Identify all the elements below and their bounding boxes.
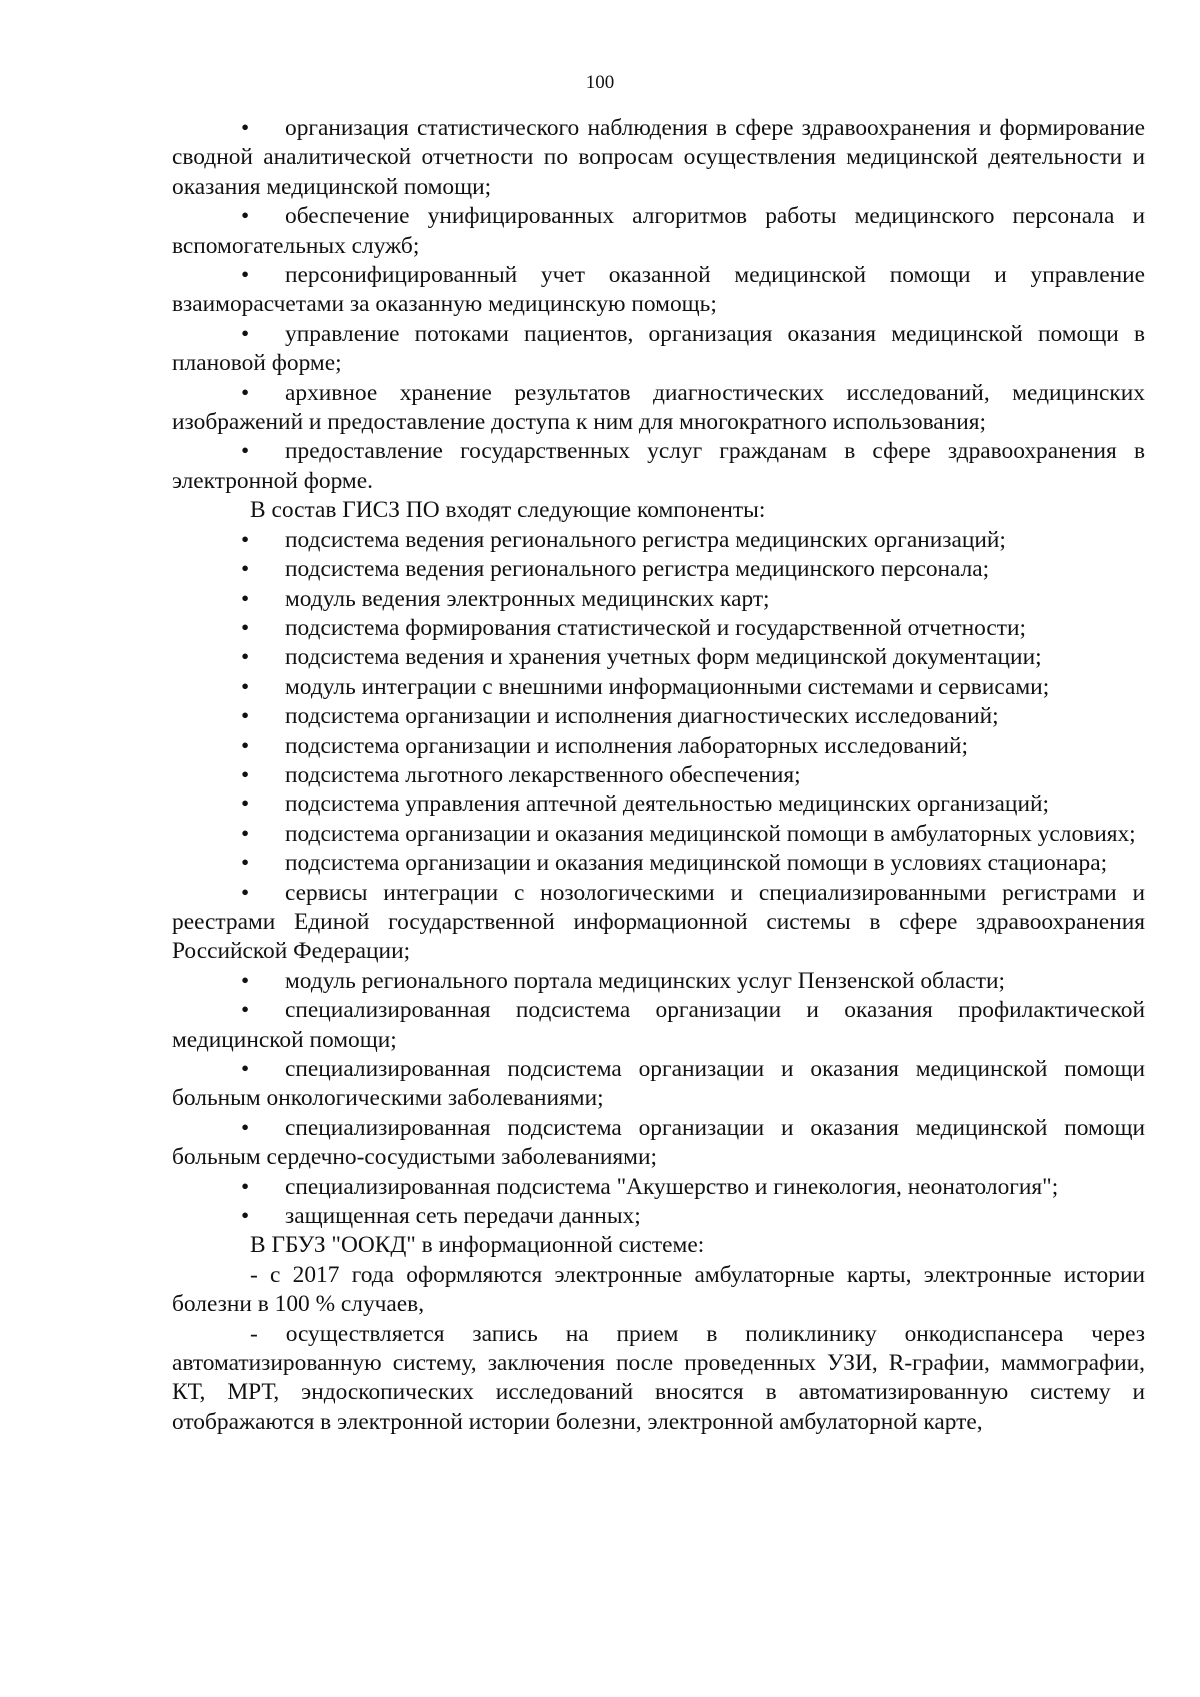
list-item-text: подсистема организации и исполнения диагностических исследований;: [285, 703, 999, 730]
gbuz-paragraph: - осуществляется запись на прием в поликлинику онкодиспансера через автоматизированную систему, заключения после проведенных УЗИ, R-графии, маммографии, КТ, МРТ, эндоскопических исследований вносятся в автоматизированную систему и отображаются в электронной истории болезни, электронной амбулаторной карте,: [172, 1320, 1145, 1435]
list-item-text: подсистема ведения регионального регистра медицинского персонала;: [285, 556, 990, 583]
bullet-icon: •: [241, 1203, 250, 1230]
bullet-icon: •: [241, 673, 250, 700]
list-item-text: специализированная подсистема "Акушерство и гинекология, неонатология";: [285, 1173, 1059, 1200]
gbuz-intro: В ГБУЗ "ООКД" в информационной системе:: [250, 1232, 705, 1259]
list-item: [172, 1114, 1145, 1173]
list-item: [172, 114, 1145, 202]
bullet-icon: •: [241, 115, 250, 141]
bullet-icon: •: [241, 585, 250, 612]
list-item: [172, 849, 1145, 878]
list-item: [172, 614, 1145, 643]
list-item: [172, 996, 1145, 1055]
bullet-icon: •: [241, 879, 250, 906]
list-item-text: архивное хранение результатов диагностических исследований, медицинских изображений и предоставление доступа к ним для многократного использования;: [172, 379, 1145, 436]
list-item: [172, 437, 1145, 496]
list-item-text: подсистема ведения и хранения учетных форм медицинской документации;: [285, 644, 1042, 671]
list-item-text: управление потоками пациентов, организация оказания медицинской помощи в плановой форме;: [172, 320, 1145, 377]
bullet-icon: •: [241, 644, 250, 671]
page-content: [172, 114, 1145, 1437]
list-item-text: предоставление государственных услуг гражданам в сфере здравоохранения в электронной форме.: [172, 438, 1145, 494]
list-item-text: подсистема формирования статистической и государственной отчетности;: [285, 614, 1027, 641]
list-item: [172, 202, 1145, 261]
list-item: [172, 555, 1145, 584]
bullet-icon: •: [241, 997, 250, 1024]
bullet-icon: •: [241, 761, 250, 788]
list-item: [172, 761, 1145, 790]
bullet-icon: •: [241, 320, 250, 347]
list-item: [172, 585, 1145, 614]
components-list: [172, 526, 1145, 1232]
list-item-text: обеспечение унифицированных алгоритмов работы медицинского персонала и вспомогательных служб;: [172, 203, 1145, 259]
bullet-icon: •: [241, 379, 250, 406]
list-item: [172, 320, 1145, 379]
bullet-icon: •: [241, 203, 250, 230]
list-item: [172, 820, 1145, 849]
list-item-text: организация статистического наблюдения в сфере здравоохранения и формирование сводной аналитической отчетности по вопросам осуществления медицинской деятельности и оказания медицинской помощи;: [172, 115, 1145, 200]
list-item-text: модуль регионального портала медицинских услуг Пензенской области;: [285, 967, 1006, 994]
bullet-icon: •: [241, 1056, 250, 1082]
list-item-text: специализированная подсистема организации и оказания профилактической медицинской помощи;: [172, 997, 1145, 1053]
bullet-icon: •: [241, 262, 250, 289]
list-item: [172, 643, 1145, 672]
list-item-text: модуль ведения электронных медицинских карт;: [285, 585, 770, 612]
bullet-icon: •: [241, 732, 250, 759]
goals-list: [172, 114, 1145, 496]
list-item: [172, 1173, 1145, 1202]
bullet-icon: •: [241, 703, 250, 730]
bullet-icon: •: [241, 850, 250, 877]
bullet-icon: •: [241, 438, 250, 465]
list-item-text: подсистема ведения регионального регистра медицинских организаций;: [285, 526, 1006, 553]
list-item-text: защищенная сеть передачи данных;: [285, 1203, 641, 1230]
components-intro: В состав ГИСЗ ПО входят следующие компоненты:: [250, 497, 766, 524]
bullet-icon: •: [241, 1173, 250, 1200]
list-item-text: специализированная подсистема организации и оказания медицинской помощи больным сердечно-сосудистыми заболеваниями;: [172, 1114, 1145, 1171]
list-item: [172, 702, 1145, 731]
list-item-text: персонифицированный учет оказанной медицинской помощи и управление взаиморасчетами за оказанную медицинскую помощь;: [172, 262, 1145, 318]
bullet-icon: •: [241, 526, 250, 553]
list-item: [172, 1055, 1145, 1114]
list-item-text: специализированная подсистема организации и оказания медицинской помощи больным онкологическими заболеваниями;: [172, 1056, 1145, 1112]
bullet-icon: •: [241, 614, 250, 641]
bullet-icon: •: [241, 820, 250, 847]
list-item-text: сервисы интеграции с нозологическими и специализированными регистрами и реестрами Единой государственной информационной системы в сфере здравоохранения Российской Федерации;: [172, 879, 1145, 965]
bullet-icon: •: [241, 967, 250, 994]
list-item-text: модуль интеграции с внешними информационными системами и сервисами;: [285, 673, 1050, 700]
list-item: [172, 379, 1145, 438]
list-item-text: подсистема управления аптечной деятельностью медицинских организаций;: [285, 791, 1049, 818]
bullet-icon: •: [241, 556, 250, 583]
list-item: [172, 261, 1145, 320]
list-item: [172, 673, 1145, 702]
page-number: 100: [585, 72, 615, 93]
list-item: [172, 879, 1145, 967]
list-item: [172, 526, 1145, 555]
list-item-text: подсистема льготного лекарственного обеспечения;: [285, 761, 801, 788]
list-item: [172, 967, 1145, 996]
list-item: [172, 732, 1145, 761]
list-item-text: подсистема организации и оказания медицинской помощи в условиях стационара;: [285, 850, 1108, 877]
gbuz-paragraph: - с 2017 года оформляются электронные амбулаторные карты, электронные истории болезни в 100 % случаев,: [172, 1261, 1145, 1318]
list-item-text: подсистема организации и исполнения лабораторных исследований;: [285, 732, 968, 759]
list-item: [172, 790, 1145, 819]
bullet-icon: •: [241, 1114, 250, 1141]
list-item: [172, 1202, 1145, 1231]
list-item-text: подсистема организации и оказания медицинской помощи в амбулаторных условиях;: [285, 820, 1136, 847]
bullet-icon: •: [241, 791, 250, 818]
